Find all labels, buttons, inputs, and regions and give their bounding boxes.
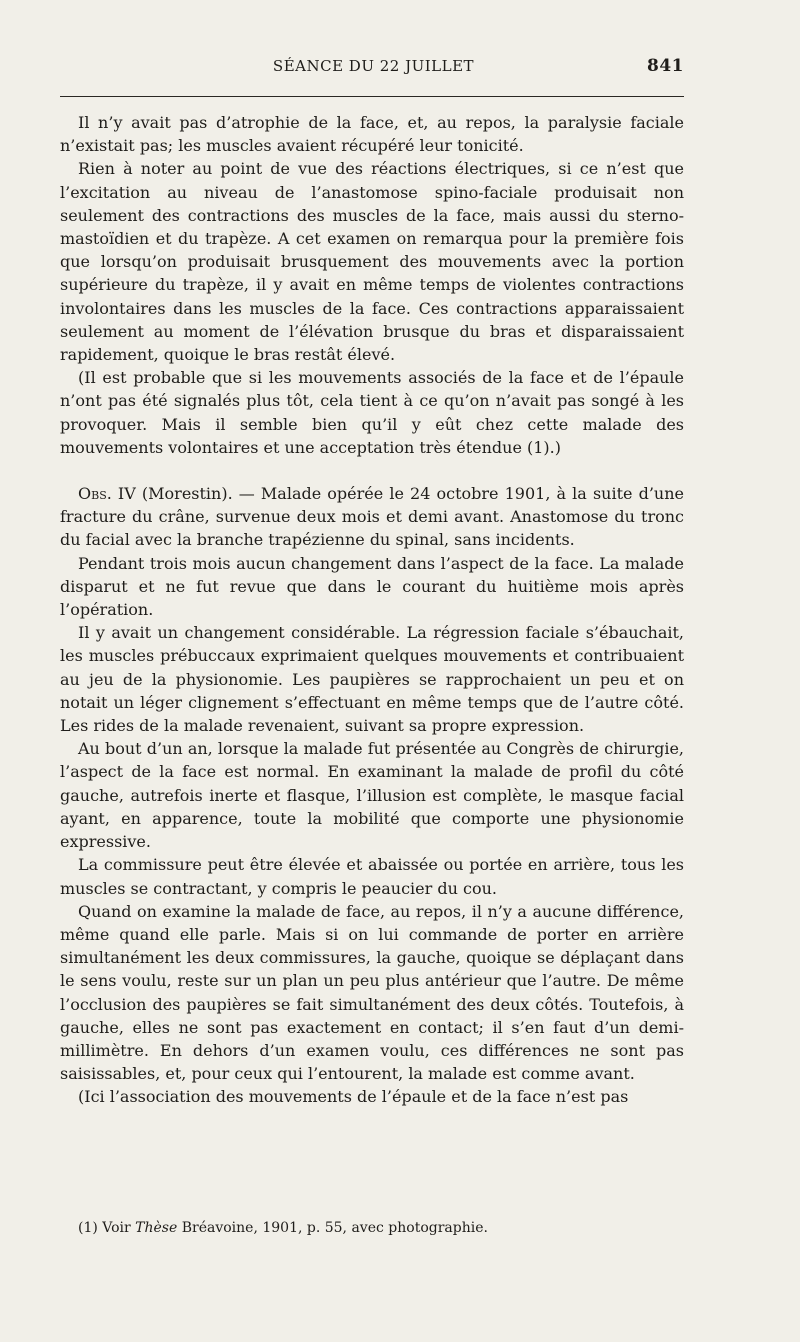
paragraph: Il y avait un changement considérable. La régression faciale s’ébauchait, les muscles prébuccaux exprimaient quelques mouvements et contribuaient au jeu de la physionomie. Les paupières se rapprochaient un peu et on notait un léger clignement s’effectuant en même temps que de l’autre côté. Les rides de la malade revenaient, suivant sa propre expression.: [60, 623, 684, 736]
running-header: [60, 56, 684, 92]
observation-text: (Morestin). — Malade opérée le 24 octobre 1901, à la suite d’une fracture du crâne, survenue deux mois et demi avant. Anastomose du tronc du facial avec la branche trapézienne du spinal, sans incidents.: [60, 484, 684, 550]
paragraph: Au bout d’un an, lorsque la malade fut présentée au Congrès de chirurgie, l’aspect de la face est normal. En examinant la malade de profil du côté gauche, autrefois inerte et flasque, l’illusion est complète, le masque facial ayant, en apparence, toute la mobilité que comporte une physionomie expressive.: [60, 739, 684, 852]
observation-paragraph: [60, 482, 684, 552]
footnote-title: Thèse: [135, 1220, 178, 1236]
paragraph: Rien à noter au point de vue des réactions électriques, si ce n’est que l’excitation au niveau de l’anastomose spino-faciale produisait non seulement des contractions des muscles de la face, mais aussi du sterno-mastoïdien et du trapèze. A cet examen on remarqua pour la première fois que lorsqu’on produisait brusquement des mouvements avec la portion supérieure du trapèze, il y avait en même temps de violentes contractions involontaires dans les muscles de la face. Ces contractions apparaissaient seulement au moment de l’élévation brusque du bras et disparaissaient rapidement, quoique le bras restât élevé.: [60, 159, 684, 365]
body-text: [60, 111, 684, 1109]
paragraph: Pendant trois mois aucun changement dans l’aspect de la face. La malade disparut et ne fut revue que dans le courant du huitième mois après l’opération.: [60, 553, 684, 620]
header-title: SÉANCE DU 22 JUILLET: [272, 57, 475, 75]
footnote-marker: (1) Voir: [78, 1220, 136, 1236]
observation-label: Obs. IV: [78, 484, 136, 504]
header-rule: [60, 96, 684, 97]
page-content: [60, 56, 684, 1109]
footnote: [78, 1218, 678, 1238]
paragraph: Quand on examine la malade de face, au repos, il n’y a aucune différence, même quand elle parle. Mais si on lui commande de porter en arrière simultanément les deux commissures, la gauche, quoique se déplaçant dans le sens voulu, reste sur un plan un peu plus antérieur que l’autre. De même l’occlusion des paupières se fait simultanément des deux côtés. Toutefois, à gauche, elles ne sont pas exactement en contact; il s’en faut d’un demi-millimètre. En dehors d’un examen voulu, ces différences ne sont pas saisissables, et, pour ceux qui l’entourent, la malade est comme avant.: [60, 901, 684, 1084]
footnote-rest: Bréavoine, 1901, p. 55, avec photographie.: [177, 1220, 488, 1236]
paragraph: (Ici l’association des mouvements de l’épaule et de la face n’est pas: [78, 1087, 629, 1107]
paragraph: Il n’y avait pas d’atrophie de la face, et, au repos, la paralysie faciale n’existait pas; les muscles avaient récupéré leur tonicité.: [60, 113, 684, 156]
paragraph: La commissure peut être élevée et abaissée ou portée en arrière, tous les muscles se contractant, y compris le peaucier du cou.: [60, 855, 684, 898]
paragraph: (Il est probable que si les mouvements associés de la face et de l’épaule n’ont pas été signalés plus tôt, cela tient à ce qu’on n’avait pas songé à les provoquer. Mais il semble bien qu’il y eût chez cette malade des mouvements volontaires et une acceptation très étendue (1).): [60, 368, 684, 457]
page-number: 841: [647, 56, 684, 76]
